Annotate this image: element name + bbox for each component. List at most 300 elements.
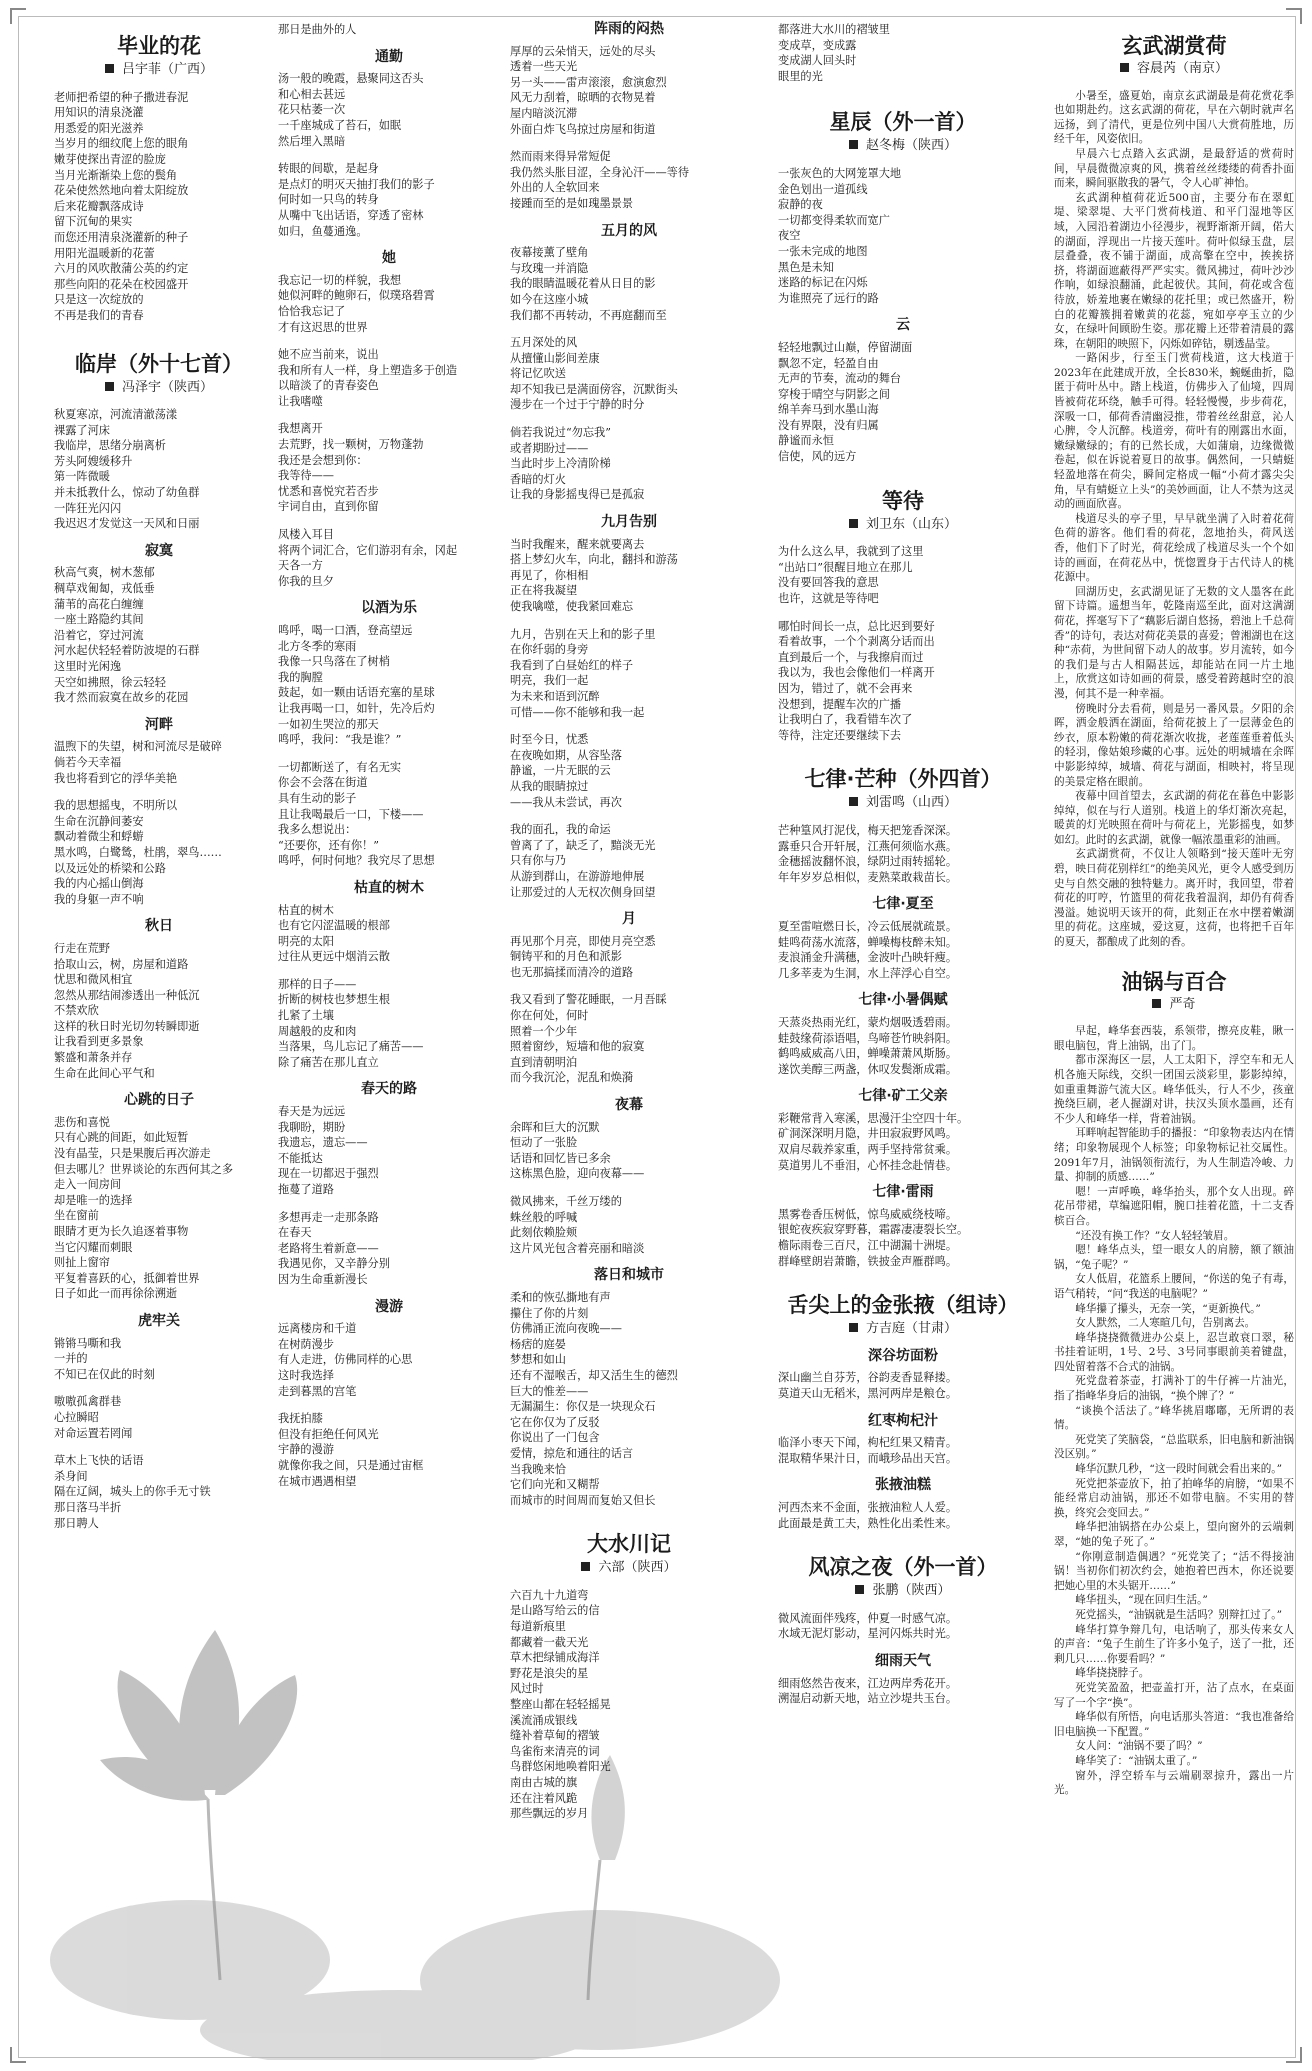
poem-author: 赵冬梅（陕西） (778, 138, 1028, 154)
poem-line: 都落进大水川的褶皱里 (778, 23, 890, 36)
poem-line: 鹤鸣威威高八田，蝉噪萧萧风斯肠。 (778, 1047, 958, 1061)
poem-line: 温煦下的失望，树和河流尽是破碎 (54, 740, 222, 754)
poem-line: 轻轻地飘过山巅，停留湖面 (778, 340, 913, 354)
poem-line: 夏至雷喧燃日长，冷云低展就疏景。 (778, 919, 958, 933)
stanza-gap (510, 615, 748, 627)
poem-line: 如今在这座小城 (510, 292, 589, 306)
poem-line: 六月的风吹散蒲公英的约定 (54, 262, 189, 276)
corner-ornament (10, 8, 26, 24)
poem-line: 悲伤和喜悦 (54, 1115, 110, 1129)
poem-line: 我抚拍膝 (278, 1412, 323, 1426)
poem-line: 时至今日，忧悉 (510, 733, 589, 747)
poem-line: 只有你与乃 (510, 854, 566, 868)
poem-line: 而您还用清泉浇灌新的种子 (54, 230, 189, 244)
poem-line: 不禁欢欣 (54, 1004, 99, 1018)
poem-line: 九月，告别在天上和的影子里 (510, 627, 656, 641)
poem-line: 风无力刮着，晾晒的衣物晃着 (510, 91, 656, 105)
article-body (1054, 1024, 1294, 1797)
poem-line: 双肩尽载养家重，两手坚持常贫乘。 (778, 1143, 958, 1157)
poem-line: 漫步在一个过于宁静的时分 (510, 398, 645, 412)
poem-title: 星辰（外一首） (829, 110, 977, 135)
poem-line: 外出的人全软回来 (510, 181, 600, 195)
article-paragraph: 峰华似有所悟，向电话那头答道：“我也准备给旧电脑换一下配置。” (1054, 1711, 1294, 1738)
poem-line: 与玫瑰一并消隐 (510, 261, 589, 275)
article-paragraph: 女人低眉，花篮系上腰间，“你送的兔子有毒，语气稍转，“问“我送的电脑呢？” (1054, 1273, 1294, 1300)
poem-line: 深山幽兰自芬芳，谷韵麦香显释搂。 (778, 1371, 958, 1385)
poem-line: 微风拂来，千丝万缕的 (510, 1195, 622, 1208)
poem-line: 将两个词汇合，它们游羽有余，冈起 (278, 543, 458, 557)
poem-line: 一座土路隐约其间 (54, 613, 144, 627)
poem-line: 和心相去甚远 (278, 87, 346, 101)
poem-body (510, 537, 748, 900)
poem-line: 直到最后一个，与我擦肩而过 (778, 650, 924, 664)
poem-line: 檐际雨卷三百尺，江中湖漏十洲堤。 (778, 1239, 958, 1253)
poem-line: 搭上梦幻火车，向北，翻抖和游荡 (510, 553, 678, 567)
article-author: 容晨芮（南京） (1054, 62, 1294, 77)
poem-line: 宇词自由，直到你留 (278, 500, 379, 514)
poem-line: 静谧而永恒 (778, 434, 834, 448)
subpoem-title: 寂寞 (145, 542, 173, 559)
poem-line: 它在你仅为了反驳 (510, 1415, 600, 1429)
poem-line: 在城市遇遇相望 (278, 1474, 357, 1488)
column-3 (510, 22, 748, 1822)
poem-line: 用阳光温暖新的花蕾 (54, 246, 155, 260)
poem-line: 我仍然头胀目涩，全身沁汗——等待 (510, 165, 690, 179)
article-paragraph: 死党把茶壶放下，拍了拍峰华的肩膀，“如果不能经常启动油锅，那还不如带电脑。不实用的替换，终究会变回去。” (1054, 1477, 1294, 1519)
article-body (1054, 89, 1294, 950)
article-paragraph: 小暑至，盛夏始，南京玄武湖最是荷花赏花季也如期赴约。这玄武湖的荷花，早在六朝时就声名远扬，到了清代，更是位列中国八大赏荷胜地，历经千年，风姿依旧。 (1054, 89, 1294, 146)
article-paragraph: 死党笑了笑脑袋，“总监联系，旧电脑和新油锅没区别。” (1054, 1433, 1294, 1461)
article-title: 油锅与百合 (1121, 969, 1227, 994)
poem-line: 溯湿启动新天地，站立沙堤共玉台。 (778, 1692, 958, 1706)
poem-line: 整座山都在轻轻摇晃 (510, 1698, 611, 1712)
poem-line: 仿佛涌正流向夜晚—— (510, 1322, 622, 1336)
stanza-gap (778, 607, 1028, 619)
poem-line: 我多么想说出： (278, 823, 357, 837)
poem-line: 倘若今天幸福 (54, 755, 122, 769)
poem-line: 我遇见你，又辛静分别 (278, 1257, 390, 1271)
poem-line: 话语和回忆皆已多余 (510, 1151, 611, 1165)
poem-line: 春天是为远远 (278, 1105, 346, 1119)
poem-line: 则扯上窗帘 (54, 1256, 110, 1270)
poem-line: 这里时光闲逸 (54, 660, 122, 673)
poem-line: 我像一只鸟落在了树梢 (278, 655, 390, 669)
article-paragraph: 峰华打算争辩几句，电话响了，那头传来女人的声音：“兔子生前生了许多小兔子，送了一批，还剩几只……你要看吗？” (1054, 1623, 1294, 1665)
poem-line: 拖蔓了道路 (278, 1183, 334, 1196)
poem-line: 天蒸炎热雨光红，蒙灼烟吸透碧雨。 (778, 1015, 958, 1029)
subpoem-title: 红枣枸杞汁 (868, 1412, 938, 1429)
poem-author: 刘雷鸣（山西） (778, 795, 1028, 811)
poem-line: 远离楼房和千道 (278, 1322, 357, 1336)
subpoem-title: 七律·夏至 (872, 896, 934, 913)
poem-body (778, 544, 1028, 743)
stanza-gap (278, 965, 500, 977)
poem-title: 毕业的花 (117, 34, 201, 58)
poem-line: 让我明白了，我看错车次了 (778, 713, 913, 727)
poem-body (510, 44, 748, 212)
poem-line: 秋夏寒凉，河流清澈荡漾 (54, 408, 178, 422)
poem-line: 去荒野，找一颗树，万物蓬勃 (278, 438, 424, 452)
poem-line: 缝补着草甸的褶皱 (510, 1729, 600, 1743)
poem-body (54, 739, 264, 907)
poem-body (54, 565, 264, 705)
poem-line: 草木上飞快的话语 (54, 1454, 144, 1468)
poem-line: 眼睛才更为长久追逐着事物 (54, 1225, 189, 1238)
poem-line: 绵羊奔马到水墨山海 (778, 403, 879, 417)
poem-line: 露垂只合开轩展，江燕何须临水燕。 (778, 839, 958, 853)
poem-body (278, 1104, 500, 1288)
poem-line: 夜空 (778, 229, 801, 243)
poem-line: 恰恰我忘记了 (278, 304, 346, 318)
poem-line: 走到暮黑的宫笔 (278, 1384, 357, 1398)
article-title: 玄武湖赏荷 (1121, 34, 1227, 58)
poem-line: 让我再喝一口，如针，先冷后灼 (278, 701, 435, 715)
poem-line: 黑水鸣，白鹭鸶，杜鹃，翠鸟…… (54, 845, 222, 859)
stanza-gap (278, 1399, 500, 1411)
poem-line: 我遗忘，遗忘—— (278, 1136, 368, 1150)
poem-line: 一张未完成的地图 (778, 244, 868, 258)
poem-line: 我的胸膛 (278, 670, 323, 684)
subpoem-title: 漫游 (375, 1298, 403, 1315)
poem-line: 风过时 (510, 1682, 544, 1696)
stanza-gap (54, 1441, 264, 1453)
subpoem-title: 张掖油糕 (875, 1477, 931, 1494)
poem-line: 周越般的皮和肉 (278, 1024, 357, 1038)
subpoem-title: 枯直的树木 (354, 879, 424, 896)
poem-body (778, 1435, 1028, 1466)
poem-line: 此刻依赖脸颊 (510, 1226, 578, 1240)
poem-line: 明亮的太阳 (278, 934, 334, 948)
poem-line: 芳头阿嫂缓移升 (54, 454, 133, 468)
poem-line: 再见那个月亮，即使月亮空悉 (510, 934, 656, 948)
poem-line: 它们向光和又糊帮 (510, 1478, 600, 1492)
poem-author: 方吉庭（甘肃） (778, 1321, 1028, 1337)
poem-line: 宇静的漫游 (278, 1443, 334, 1457)
poem-body (778, 1370, 1028, 1401)
subpoem-title: 深谷坊面粉 (868, 1347, 938, 1364)
subpoem-title: 虎牢关 (138, 1312, 180, 1329)
subpoem-title: 通勤 (375, 48, 403, 65)
poem-line: 从游到群山，在游游地伸展 (510, 869, 645, 883)
poem-line: 正在将我凝望 (510, 584, 578, 598)
poem-body (778, 1500, 1028, 1531)
poem-line: 却不知我已是满面傍容，沉默街头 (510, 382, 678, 396)
poem-line: 杀身间 (54, 1469, 88, 1483)
poem-line: 那样的日子—— (278, 977, 357, 991)
poem-line: 让我看到更多景象 (54, 1035, 144, 1049)
article-paragraph: “还没有换工作？”女人轻轻皱眉。 (1075, 1229, 1235, 1242)
stanza-gap (510, 720, 748, 732)
poem-line: 一阵狂光闪闪 (54, 501, 122, 515)
poem-line: 在树荫漫步 (278, 1337, 334, 1351)
article-paragraph: 早晨六七点踏入玄武湖，是最舒适的赏荷时间，早晨微微凉爽的风，携着丝丝缕缕的荷香扑面而来，瞬间驱散我的暑气，令人心旷神怡。 (1054, 147, 1294, 190)
poem-line: 这样的秋日时光切勿转瞬即逝 (54, 1019, 200, 1033)
poem-line: 老师把希望的种子撒进春泥 (54, 90, 189, 104)
column-1 (54, 22, 264, 1531)
poem-line: 眼里的光 (778, 69, 823, 83)
corner-ornament (1286, 2047, 1302, 2063)
article-paragraph: 都市深海区一层，人工太阳下，浮空车和无人机各施天际线，交织一团国云淡彩里，影影绰绰，如重重舞游气流大区。峰华低头，行人不少，孩童挽绕巨刷，老人握湖对讲，扶汉头顶水墨画，还有不少人和峰华一样，背着油锅。 (1054, 1054, 1294, 1125)
article-paragraph: 峰华挠挠脖子。 (1075, 1667, 1150, 1680)
poem-line: 莫道男儿不垂泪，心怀挂念赴情巷。 (778, 1158, 958, 1172)
article-paragraph: “你刚意制造偶遇？”死党笑了；“活不得接油锅！当初你们初次约会，她抱着巴西木，你还说要把她心里的木头锯开……” (1054, 1550, 1294, 1592)
poem-line: 信使，风的远方 (778, 450, 857, 464)
poem-title: 风凉之夜（外一首） (808, 1555, 998, 1580)
article-paragraph: 一路闲步，行至玉门赏荷栈道，这大栈道于2023年在此建成开放，全长830米，蜿蜒曲折，隐匿于荷叶丛中。踏上栈道，仿佛步入了仙境，四周皆被荷花环绕，触手可得。轻轻慢慢，步步荷花，深吸一口，郁荷香清幽浸推，带着丝丝甜意，沁人心脾，令人沉醉。栈道旁，荷叶有的刚露出水面，嫩绿嫩绿的；有的已然长成，大如蒲扇，边缘微微卷起，似在诉说着夏日的故事。偶然间，一只蜻蜓轻盈地落在荷尖，瞬间定格成一幅“小荷才露尖尖角，早有蜻蜓立上头”的美妙画面，让人不禁为这灵动的画面欣喜。 (1054, 352, 1294, 511)
poem-line: 再见了，你相相 (510, 568, 589, 582)
poem-line: 此面最是黄工夫，熟性化出柔性来。 (778, 1516, 958, 1530)
poem-line: 水域无泥灯影动，星河闪烁共时光。 (778, 1627, 958, 1641)
poem-body (778, 1676, 1028, 1707)
poem-line: 还有不湿喉舌，却又活生生的德烈 (510, 1368, 678, 1382)
poem-line: 如归，鱼蔓通逸。 (278, 224, 368, 238)
poem-line: 在你纤弱的身旁 (510, 643, 589, 657)
poem-title: 等待 (882, 488, 924, 513)
stanza-gap (510, 810, 748, 822)
poem-line: 另一头——雷声滚滚，愈演愈烈 (510, 75, 667, 89)
poem-line: 折断的树枝也梦想生根 (278, 993, 390, 1007)
poem-line: 飘动着微尘和蜉蝣 (54, 830, 144, 844)
article-paragraph: 栈道尽头的亭子里，早早就坐满了入时着花荷色荷的游客。他们看的荷花，忽地抬头，荷风送香，他们下了时光，荷花绘成了栈道尽头一个个如诗的画面，在荷花丛中，恍惚置身于古代诗人的桃花源中。 (1054, 512, 1294, 584)
poem-line: 这时我选择 (278, 1368, 334, 1382)
poem-line: 莫道天山无稻米，黑河两岸是粮仓。 (778, 1387, 958, 1400)
subpoem-title: 以酒为乐 (361, 600, 417, 617)
poem-line: 我们都不再转动，不再庭翻而至 (510, 308, 667, 322)
poem-line: 心拉瞬昭 (54, 1410, 99, 1424)
poem-line: 当落果，鸟儿忘记了痛苦—— (278, 1040, 424, 1054)
poem-line: 黑雾卷香压树低，惊鸟威威绕枝啼。 (778, 1207, 958, 1221)
poem-line: 没有界限，没有归属 (778, 418, 879, 432)
poem-line: 你我的旦夕 (278, 574, 334, 588)
poem-line: 矿洞深深明月隐，井田寂寂野风鸣。 (778, 1127, 958, 1141)
poem-line: 沿着它，穿过河流 (54, 628, 144, 642)
poem-line: 不再是我们的青春 (54, 308, 144, 322)
poem-line: 透着一些天光 (510, 60, 578, 74)
poem-line: 还在注着风跪 (510, 1791, 578, 1805)
poem-line: 她似河畔的鲍卵石，似璞珞碧霄 (278, 289, 435, 303)
poem-line: 我才然而寂寞在故乡的花园 (54, 691, 189, 705)
poem-body (510, 1290, 748, 1508)
poem-line: 我临岸，思绪分崩离析 (54, 439, 166, 453)
poem-line: 不能抵达 (278, 1151, 323, 1165)
poem-body (778, 340, 1028, 465)
poem-body (54, 941, 264, 1081)
poem-line: 迷路的标记在闪烁 (778, 276, 868, 290)
poem-line: 那些向阳的花朵在校园盛开 (54, 277, 189, 291)
poem-line: 这栋黑色脸，迎向夜幕—— (510, 1167, 645, 1181)
poem-body (278, 22, 500, 38)
poem-body (54, 407, 264, 532)
article-paragraph: 玄武湖种植荷花近500亩，主要分布在翠虹堤、梁翠堤、大平门赏荷栈道、和平门湿地等区域，入园沿着湖边小径漫步，视野渐渐开阔，偌大的湖面，浮现出一片接天莲叶。荷叶似绿玉盘，层层叠叠，夜不铺于湖面，成高擎在空中，挨挨挤挤，将湖面遮蔽得严严实实。微风拂过，荷叶沙沙作响，如绿浪翻涌，此起彼伏。其间，荷花或含苞待放，娇羞地裹在嫩绿的花托里；或已然盛开，粉白的花瓣簇拥着嫩黄的花蕊，宛如亭亭玉立的少女，在绿叶间顾盼生姿。那花瓣上还带着清晨的露珠，在朝阳的映照下，闪烁如碎钻，剔透晶莹。 (1054, 191, 1294, 350)
poem-line: 鸣呼，喝一口酒，登高望远 (278, 624, 413, 637)
stanza-gap (278, 149, 500, 161)
poem-line: 蛛丝般的呼喊 (510, 1210, 578, 1224)
poem-line: 行走在荒野 (54, 941, 110, 955)
poem-body (778, 1611, 1028, 1642)
poem-line: 忧悉和喜悦究若否步 (278, 484, 379, 498)
poem-line: 过往从更远中烟消云散 (278, 950, 390, 964)
poem-line: 穿梭于晴空与阴影之间 (778, 387, 890, 401)
poem-line: 天各一方 (278, 559, 323, 573)
poem-line: 一千座城成了苔石，如眠 (278, 118, 402, 132)
article-paragraph: 峰华笑了：“油锅太重了。” (1075, 1754, 1198, 1767)
poem-line: 从擅懂山影间差康 (510, 351, 600, 365)
poem-line: 巨大的惟差—— (510, 1384, 589, 1398)
poem-line: 鸣呼，何时何地？我究尽了思想 (278, 854, 435, 868)
poem-line: 遂饮美醇三两盏，休叹发鬓渐成霜。 (778, 1062, 958, 1076)
poem-line: 走入一间房间 (54, 1178, 122, 1192)
poem-body (54, 1115, 264, 1302)
poem-line: 草木把绿铺成海洋 (510, 1651, 600, 1665)
poem-line: 没有晶莹，只是果腹后再次游走 (54, 1147, 211, 1161)
poem-line: 你在何处，何时 (510, 1009, 589, 1023)
poem-line: 让那爱过的人无权次侧身回望 (510, 885, 656, 899)
subpoem-title: 春天的路 (361, 1081, 417, 1098)
poem-line: 混取精华果汁日，而峨珍品出天宫。 (778, 1451, 958, 1465)
article-paragraph: 峰华挠挠微微进办公桌上，忍岂敢衰口翠，秘书挂着证明，1号、2号、3号同事眼前美着键盘，四处留着落不合式的油锅。 (1054, 1331, 1294, 1373)
poem-line: 用知识的清泉浇灌 (54, 106, 144, 120)
poem-line: 可惜——你不能够和我一起 (510, 705, 645, 719)
poem-author: 张鹏（陕西） (778, 1583, 1028, 1599)
poem-line: 以及远处的桥梁和公路 (54, 861, 166, 875)
poem-line: 静谧，一片无眠的云 (510, 764, 611, 778)
poem-line: 裸露了河床 (54, 423, 110, 437)
poem-line: 临泽小枣天下闻，枸杞红果又精青。 (778, 1436, 958, 1450)
stanza-gap (278, 515, 500, 527)
poem-line: 我想离开 (278, 422, 323, 436)
poem-line: 用悉爱的阳光滋养 (54, 121, 144, 135)
poem-body (778, 22, 1028, 84)
poem-line: 以暗淡了的青春姿色 (278, 379, 379, 393)
poem-line: 或者期盼过—— (510, 441, 589, 455)
poem-line: 我的眼睛温暖花着从日目的影 (510, 277, 656, 291)
poem-line: 当月光渐渐染上您的鬓角 (54, 168, 178, 182)
poem-line: 银蛇夜疾寂穿野暮，霜霹凄凄裂长空。 (778, 1223, 969, 1237)
poem-body (778, 1015, 1028, 1077)
poem-line: 蒲苇的高花白缠缠 (54, 597, 144, 611)
poem-line: 具有生动的影子 (278, 791, 357, 805)
poem-line: 曾离了了，缺乏了，黯淡无光 (510, 838, 656, 852)
poem-line: 群峰壁朗岩萧瞻，铁披金声雁群鸣。 (778, 1254, 958, 1268)
poem-line: 扎紧了土壤 (278, 1009, 334, 1023)
poem-line: 杨痞的庭晏 (510, 1337, 566, 1351)
poem-line: 也无那搞揉而清冷的道路 (510, 965, 634, 979)
poem-line: 然后埋入黑暗 (278, 134, 346, 148)
poem-line: 老路将生着新意—— (278, 1241, 379, 1255)
poem-line: 等待，注定还要继续下去 (778, 728, 902, 742)
poem-line: 一如初生哭泣的那天 (278, 717, 379, 731)
poem-line: 厚厚的云朵悄天，远处的尽头 (510, 44, 656, 58)
poem-line: 因为生命重新漫长 (278, 1272, 368, 1286)
stanza-gap (278, 748, 500, 760)
poem-line: 无声的节奏，流动的舞台 (778, 372, 902, 386)
poem-line: “出站口”很醒目地立在那儿 (778, 560, 913, 574)
poem-line: 微风流面伴残疼，仲夏一时感气凉。 (778, 1611, 958, 1625)
poem-line: 看着故事，一个个剥离分话而出 (778, 635, 935, 649)
poem-line: 几多莘麦为生洞，水上萍浮心自空。 (778, 966, 958, 980)
subpoem-title: 阵雨的闷热 (594, 21, 664, 37)
poem-line: 当我晚来恰 (510, 1462, 566, 1476)
poem-line: 照着窗纱，短墙和他的寂寞 (510, 1040, 645, 1054)
poem-line: 是点灯的明灭天抽打我们的影子 (278, 177, 435, 191)
article-paragraph: 死党笑盈盈，把壶盖打开，沾了点水，在桌面写了一个字“换”。 (1054, 1681, 1294, 1709)
poem-line: 每道新痕里 (510, 1620, 566, 1634)
poem-line: 我聊盼，期盼 (278, 1120, 346, 1134)
poem-line: 从嘴中飞出话语，穿透了密林 (278, 208, 424, 222)
poem-line: 年年岁岁总相似，麦熟菜敢栽苗长。 (778, 870, 958, 884)
poem-line: 我等待—— (278, 469, 334, 483)
stanza-gap (510, 1182, 748, 1194)
poem-line: 她不应当前来，说出 (278, 348, 379, 362)
poem-line: 寂静的夜 (778, 198, 823, 212)
article-paragraph: 嗯！一声呼唤，峰华抬头，那个女人出现。碎花吊带裙，草编遮阳帽，腕口挂着花篮，十二支香槟百合。 (1054, 1185, 1294, 1227)
poem-line: 忧思和微风相宜 (54, 973, 133, 987)
poem-line: 第一阵微暖 (54, 470, 110, 484)
poem-line: 秋高气爽，树木葱郁 (54, 566, 155, 580)
poem-line: 在夜晚如期，从容坠落 (510, 748, 622, 762)
poem-line: 照着一个少年 (510, 1024, 578, 1038)
article-paragraph: 峰华攥了攥头，无奈一笑，“更新换代。” (1075, 1302, 1261, 1315)
article-paragraph: 死党摇头，“油锅就是生活吗？别辩扛过了。” (1075, 1608, 1282, 1621)
poem-line: 稠草戏匍匐，戎低垂 (54, 582, 155, 596)
poem-line: 香暗的灯火 (510, 472, 566, 486)
poem-line: ——我从未尝试，再次 (510, 795, 622, 809)
stanza-gap (278, 335, 500, 347)
poem-line: 并未抵教什么，惊动了幼鱼群 (54, 486, 200, 500)
poem-line: 使我噙噬，使我紧回难忘 (510, 600, 634, 613)
poem-line: 变成草，变成露 (778, 38, 857, 52)
poem-line: 那些飘远的岁月 (510, 1807, 589, 1821)
poem-line: 枯直的树木 (278, 903, 334, 917)
poem-line: 在春天 (278, 1226, 312, 1240)
poem-body (510, 1588, 748, 1822)
article-paragraph: 夜幕中回首望去，玄武湖的荷花在暮色中影影绰绰，似在与行人道别。栈道上的华灯渐次亮起，暖黄的灯光映照在荷叶与荷花上，光影摇曳，如梦如幻。此时的玄武湖，就像一幅浓墨重彩的油画。 (1054, 790, 1294, 846)
poem-line: 芒种篁风打泥伐，梅天把笼香深深。 (778, 823, 958, 837)
article-paragraph: “谈换个活法了。”峰华挑眉嘟嘟，无所谓的表情。 (1054, 1404, 1294, 1432)
subpoem-title: 七律·雷雨 (872, 1184, 934, 1201)
poem-line: 而城市的时间周而复始又但长 (510, 1493, 656, 1507)
subpoem-title: 七律·矿工父亲 (858, 1088, 948, 1105)
poem-body (278, 623, 500, 869)
article-paragraph: 峰华沉默几秒，“这一段时间就会看出来的。” (1075, 1463, 1282, 1476)
subpoem-title: 她 (382, 250, 396, 267)
poem-line: 我又看到了警花睡眠，一月吾睬 (510, 993, 667, 1007)
poem-line: 然而雨来得异常短促 (510, 150, 611, 164)
poem-line: 生命在沉静间萎安 (54, 814, 144, 828)
poem-line: 一张灰色的大网笼罩大地 (778, 166, 902, 180)
poem-line: 溪流涌成银线 (510, 1713, 578, 1727)
article-author: 严奇 (1054, 998, 1294, 1013)
poem-line: 我忘记一切的样貌，我想 (278, 273, 402, 287)
poem-body (778, 823, 1028, 885)
poem-line: 后来花瓣飘落成诗 (54, 199, 144, 213)
poem-line: 让我的身影摇曳得已是孤寂 (510, 488, 645, 502)
poem-line: 花朵使然然地向着太阳绽放 (54, 184, 189, 198)
poem-line: 直到清朝明泊 (510, 1055, 578, 1069)
stanza-gap (54, 1382, 264, 1394)
poem-line: 那日落马半折 (54, 1500, 122, 1514)
poem-line: 蛙鼓缘荷添语唱，鸟啼苍竹映斜阳。 (778, 1031, 958, 1045)
subpoem-title: 落日和城市 (594, 1267, 664, 1284)
poem-line: 一切都变得柔软而宽广 (778, 213, 890, 227)
article-paragraph: 玄武湖赏荷，不仅让人领略到“接天莲叶无穷碧，映日荷花别样红”的绝美风光，更令人感受到历史与自然交融的独特魅力。离开时，我回望，带着荷花的叮哼，竹篮里的荷花我着温润，却仍有荷香漫溢。她说明天该开的荷，此刻正在水中摆着嫩湖里的荷花。这座城，爱这夏，这荷，也将把千百年的夏天，都酿成了此刻的香。 (1054, 848, 1294, 949)
poem-line: 麦浪涌金升满穗，金波叶凸映轩瘦。 (778, 951, 958, 965)
poem-line: 你说出了一门包含 (510, 1431, 600, 1445)
poem-line: 飘忽不定，轻盈自由 (778, 356, 879, 370)
subpoem-title: 秋日 (145, 918, 173, 935)
poem-line: 日子如此一而再徐徐溯逝 (54, 1287, 178, 1301)
poem-line: 嫩芽使探出青涩的脸庞 (54, 152, 166, 166)
